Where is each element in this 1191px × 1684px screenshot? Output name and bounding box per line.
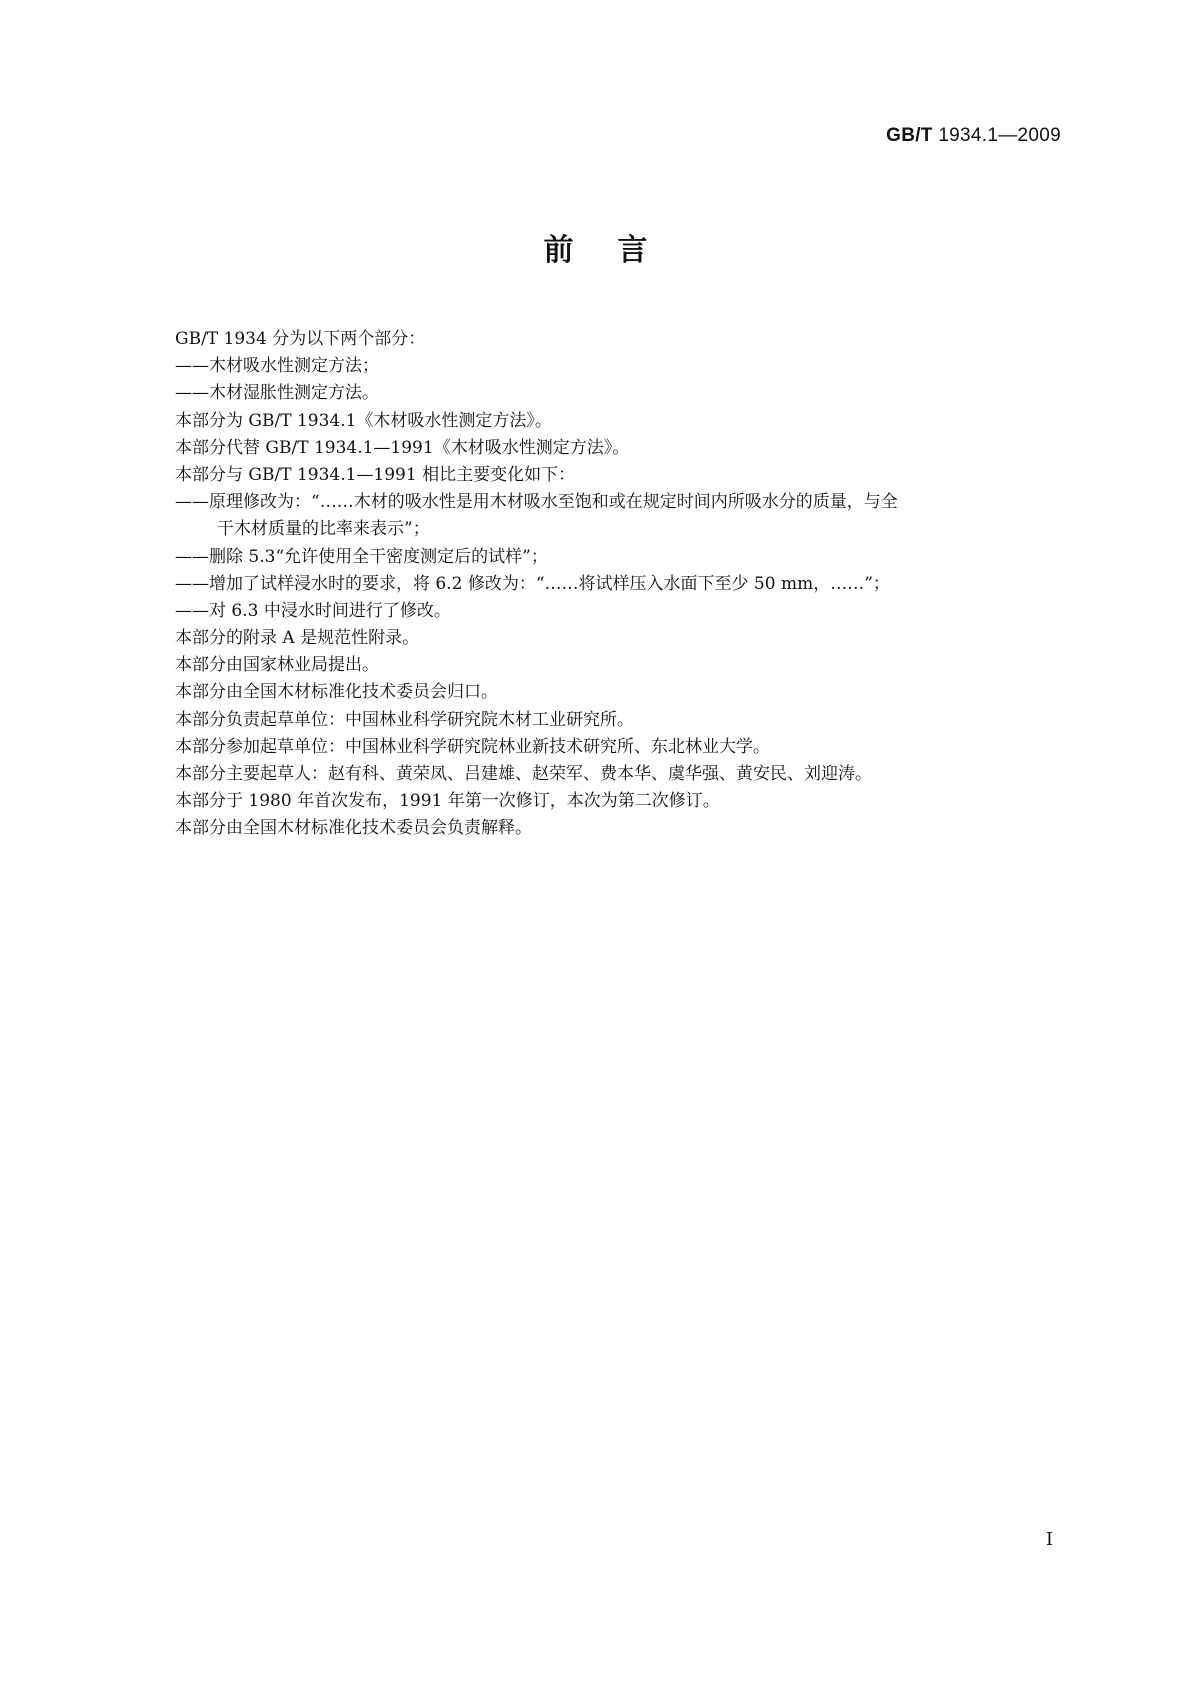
paragraph: 本部分由国家林业局提出。	[175, 655, 379, 676]
paragraph: 本部分由全国木材标准化技术委员会负责解释。	[175, 818, 532, 839]
list-item: ——木材吸水性测定方法；	[175, 356, 379, 377]
paragraph: 本部分负责起草单位：中国林业科学研究院木材工业研究所。	[175, 709, 634, 730]
list-item: ——原理修改为：“……木材的吸水性是用木材吸水至饱和或在规定时间内所吸水分的质量，与全	[175, 492, 898, 513]
standard-code	[886, 125, 1061, 147]
list-item-continuation: 干木材质量的比率来表示”；	[217, 519, 430, 540]
paragraph: GB/T 1934 分为以下两个部分：	[175, 329, 426, 349]
paragraph: 本部分参加起草单位：中国林业科学研究院林业新技术研究所、东北林业大学。	[175, 736, 770, 757]
list-item: ——增加了试样浸水时的要求，将 6.2 修改为：“……将试样压入水面下至少 50 mm，……”；	[175, 573, 890, 594]
list-item: ——木材湿胀性测定方法。	[175, 383, 379, 404]
paragraph: 本部分为 GB/T 1934.1《木材吸水性测定方法》。	[175, 410, 552, 431]
paragraph: 本部分于 1980 年首次发布，1991 年第一次修订，本次为第二次修订。	[175, 791, 720, 812]
standard-code-number: 1934.1—2009	[938, 125, 1061, 146]
paragraph: 本部分与 GB/T 1934.1—1991 相比主要变化如下：	[175, 464, 576, 485]
page-title: 前言	[543, 233, 692, 268]
paragraph: 本部分主要起草人：赵有科、黄荣凤、吕建雄、赵荣军、费本华、虞华强、黄安民、刘迎涛。	[175, 764, 872, 784]
paragraph: 本部分由全国木材标准化技术委员会归口。	[175, 682, 498, 703]
paragraph: 本部分的附录 A 是规范性附录。	[175, 628, 420, 649]
list-item: ——对 6.3 中浸水时间进行了修改。	[175, 600, 451, 621]
paragraph: 本部分代替 GB/T 1934.1—1991《木材吸水性测定方法》。	[175, 437, 630, 458]
standard-code-prefix: GB/T	[886, 125, 933, 146]
list-item: ——删除 5.3“允许使用全干密度测定后的试样”；	[175, 546, 548, 567]
foreword-body	[175, 326, 1065, 843]
page-number: I	[1045, 1529, 1053, 1550]
